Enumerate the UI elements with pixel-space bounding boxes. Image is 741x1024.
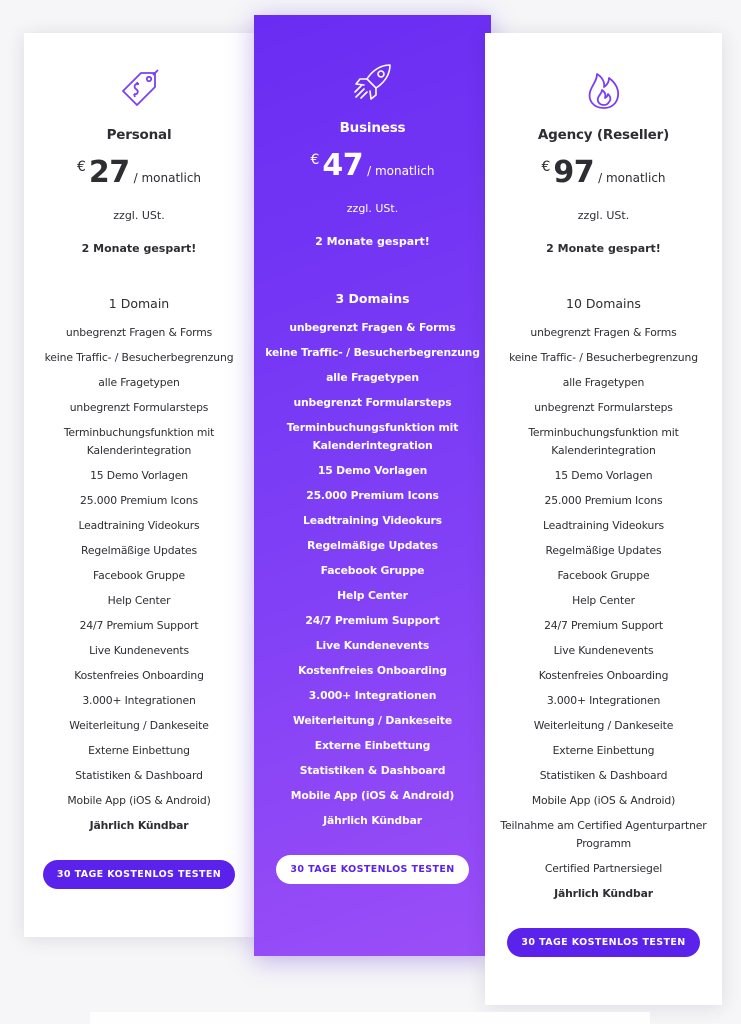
feature-item: unbegrenzt Formularsteps (69, 400, 209, 414)
feature-item: Leadtraining Videokurs (303, 513, 442, 527)
feature-item-cancellation: Jährlich Kündbar (89, 818, 189, 832)
feature-item: Leadtraining Videokurs (543, 518, 664, 532)
feature-item: Terminbuchungsfunktion mit Kalenderintegration (528, 425, 679, 457)
price (24, 155, 254, 190)
feature-item: Statistiken & Dashboard (299, 763, 446, 777)
feature-item: Facebook Gruppe (557, 568, 650, 582)
feature-item: Statistiken & Dashboard (75, 768, 203, 782)
feature-item: 15 Demo Vorlagen (90, 468, 188, 482)
feature-item: alle Fragetypen (326, 370, 419, 384)
feature-item-cancellation: Jährlich Kündbar (554, 886, 653, 900)
feature-item: Terminbuchungsfunktion mit Kalenderintegration (286, 420, 459, 452)
plan-name: Personal (106, 127, 172, 143)
plan-name: Agency (Reseller) (537, 127, 670, 143)
feature-item: Kostenfreies Onboarding (538, 668, 669, 682)
feature-item: Weiterleitung / Dankeseite (533, 718, 674, 732)
feature-item: alle Fragetypen (562, 375, 645, 389)
feature-item: Externe Einbettung (314, 738, 431, 752)
feature-item: Certified Partnersiegel (544, 861, 663, 875)
currency-symbol: € (541, 159, 551, 175)
feature-item: Mobile App (iOS & Android) (531, 793, 676, 807)
vat-note: zzgl. USt. (113, 209, 165, 222)
feature-item: 25.000 Premium Icons (80, 493, 198, 507)
price-amount: 27 (88, 155, 130, 190)
feature-item: unbegrenzt Formularsteps (534, 400, 673, 414)
feature-item: Facebook Gruppe (93, 568, 185, 582)
feature-item: alle Fragetypen (98, 375, 180, 389)
feature-item: Regelmäßige Updates (307, 538, 438, 552)
next-section-edge (90, 1012, 650, 1024)
feature-item: keine Traffic- / Besucherbegrenzung (44, 350, 234, 364)
domain-count: 10 Domains (566, 296, 641, 311)
price-period: / monatlich (367, 164, 435, 178)
feature-item: unbegrenzt Formularsteps (293, 395, 452, 409)
flame-icon (485, 64, 722, 114)
savings-note: 2 Monate gespart! (315, 235, 430, 248)
feature-item: 15 Demo Vorlagen (317, 463, 428, 477)
vat-note: zzgl. USt. (346, 202, 399, 215)
trial-button-business[interactable]: 30 TAGE KOSTENLOS TESTEN (276, 855, 468, 884)
feature-item: Mobile App (iOS & Android) (290, 788, 455, 802)
feature-item: Live Kundenevents (89, 643, 189, 657)
currency-symbol: € (76, 159, 86, 175)
rocket-icon (254, 57, 491, 107)
feature-item: Teilnahme am Certified Agenturpartner Programm (500, 818, 707, 850)
trial-button-personal[interactable]: 30 TAGE KOSTENLOS TESTEN (43, 860, 235, 889)
feature-item: Weiterleitung / Dankeseite (69, 718, 209, 732)
feature-item: 25.000 Premium Icons (544, 493, 663, 507)
price-period: / monatlich (133, 171, 202, 185)
feature-item: Terminbuchungsfunktion mit Kalenderintegration (63, 425, 215, 457)
price-tag-icon (24, 64, 254, 114)
plan-card-business (254, 15, 491, 956)
feature-list (485, 320, 722, 906)
feature-item: Help Center (337, 588, 408, 602)
feature-item: unbegrenzt Fragen & Forms (530, 325, 677, 339)
feature-item: Facebook Gruppe (320, 563, 425, 577)
feature-item: 3.000+ Integrationen (546, 693, 661, 707)
feature-item: 3.000+ Integrationen (82, 693, 196, 707)
feature-item: 25.000 Premium Icons (306, 488, 439, 502)
feature-item: Leadtraining Videokurs (78, 518, 200, 532)
feature-item: Externe Einbettung (552, 743, 655, 757)
feature-list (24, 320, 254, 838)
plan-card-agency (485, 33, 722, 1005)
feature-item: Live Kundenevents (315, 638, 430, 652)
plan-name: Business (339, 120, 406, 136)
domain-count: 3 Domains (335, 291, 410, 306)
feature-item: Externe Einbettung (88, 743, 190, 757)
feature-item: Weiterleitung / Dankeseite (293, 713, 452, 727)
domain-count: 1 Domain (108, 296, 170, 311)
feature-item: keine Traffic- / Besucherbegrenzung (509, 350, 698, 364)
feature-item: Live Kundenevents (553, 643, 654, 657)
feature-item: 15 Demo Vorlagen (554, 468, 653, 482)
currency-symbol: € (310, 152, 320, 168)
feature-item: keine Traffic- / Besucherbegrenzung (265, 345, 480, 359)
feature-item: Statistiken & Dashboard (539, 768, 668, 782)
price (485, 155, 722, 190)
savings-note: 2 Monate gespart! (81, 242, 197, 255)
price-amount: 97 (553, 155, 595, 190)
feature-item: 3.000+ Integrationen (308, 688, 437, 702)
feature-item: 24/7 Premium Support (79, 618, 199, 632)
feature-item: Kostenfreies Onboarding (298, 663, 447, 677)
trial-button-agency[interactable]: 30 TAGE KOSTENLOS TESTEN (507, 928, 699, 957)
vat-note: zzgl. USt. (577, 209, 630, 222)
feature-item: Kostenfreies Onboarding (74, 668, 204, 682)
feature-item: 24/7 Premium Support (305, 613, 440, 627)
price-amount: 47 (322, 148, 364, 183)
feature-item: Regelmäßige Updates (545, 543, 662, 557)
feature-item: unbegrenzt Fragen & Forms (289, 320, 456, 334)
price-period: / monatlich (598, 171, 666, 185)
plan-card-personal (24, 33, 254, 937)
feature-item: 24/7 Premium Support (544, 618, 663, 632)
feature-item: Mobile App (iOS & Android) (67, 793, 211, 807)
feature-item: Regelmäßige Updates (81, 543, 197, 557)
price (254, 148, 491, 183)
feature-item: Help Center (107, 593, 171, 607)
savings-note: 2 Monate gespart! (546, 242, 661, 255)
feature-item: Help Center (572, 593, 635, 607)
feature-item: unbegrenzt Fragen & Forms (65, 325, 213, 339)
feature-list (254, 315, 491, 833)
feature-item-cancellation: Jährlich Kündbar (323, 813, 422, 827)
